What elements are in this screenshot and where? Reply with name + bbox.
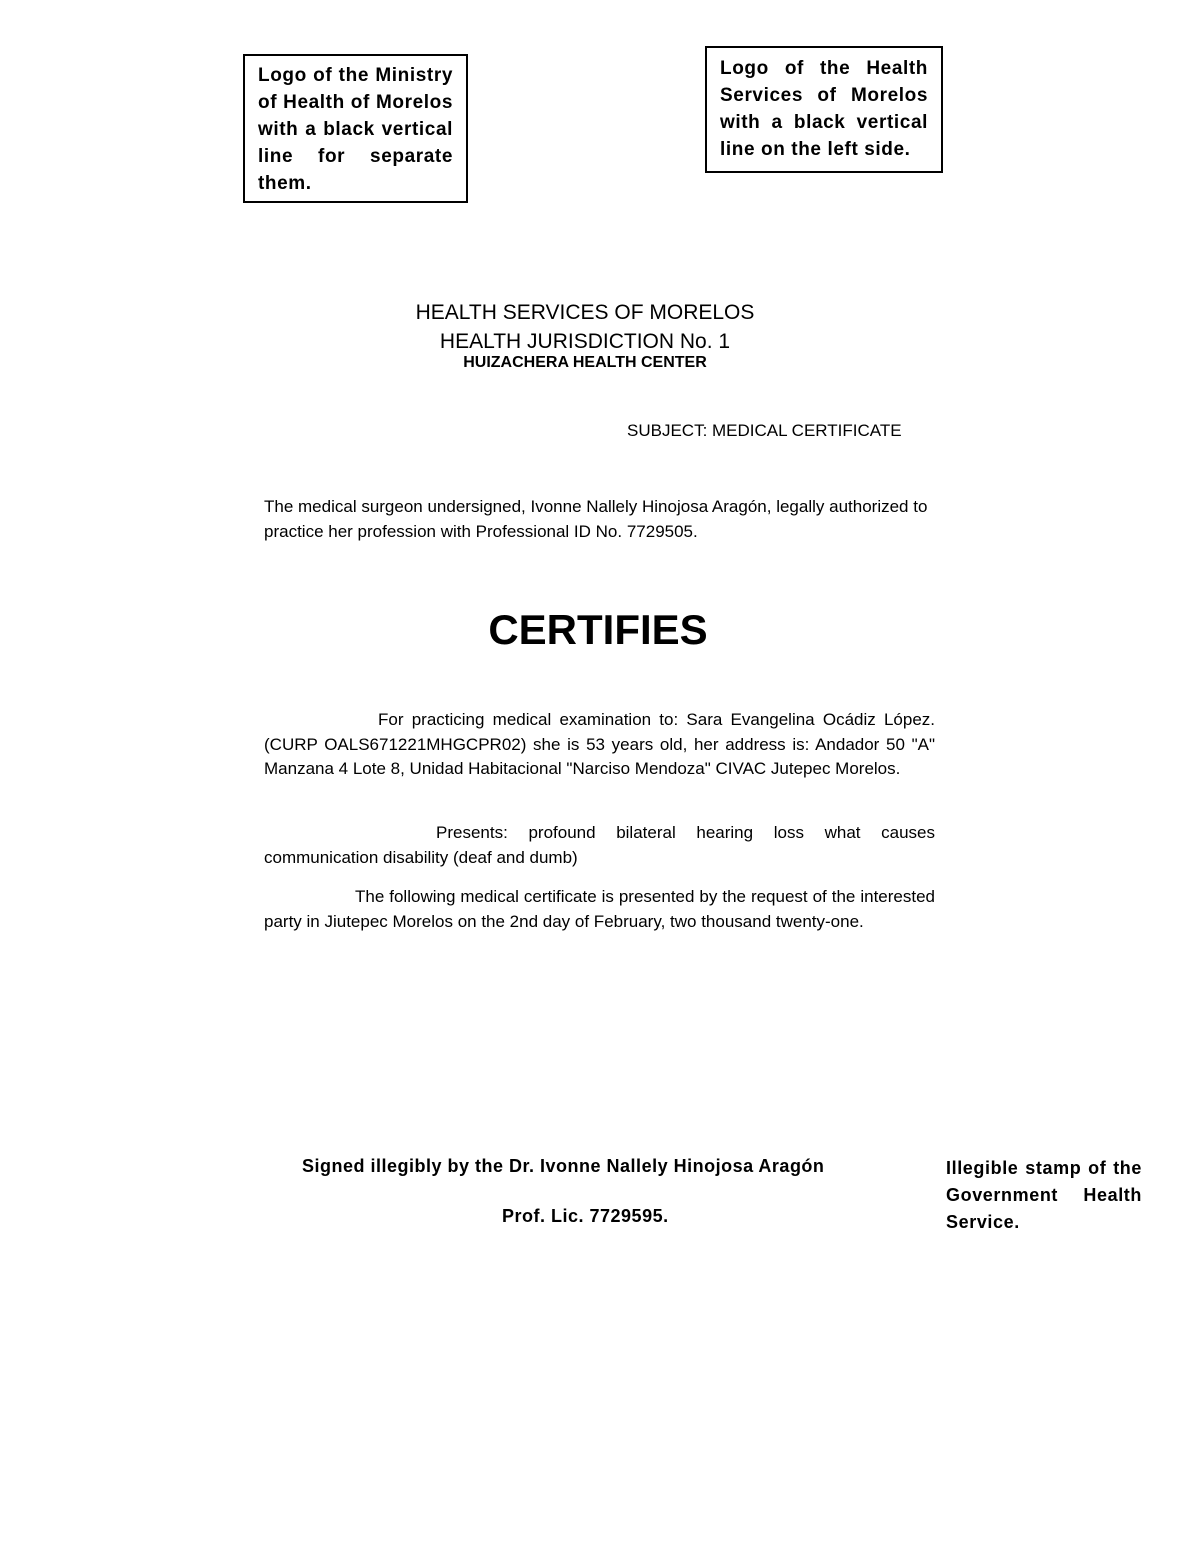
logo-placeholder-ministry-text: Logo of the Ministry of Health of Morelos with a black vertical line for separate them.	[258, 65, 453, 194]
request-paragraph: The following medical certificate is presented by the request of the interested party in Jiutepec Morelos on the 2nd day of February, two thousand twenty-one.	[264, 887, 935, 931]
intro-paragraph: The medical surgeon undersigned, Ivonne Nallely Hinojosa Aragón, legally authorized to practice her profession with Professional ID No. 7729505.	[264, 497, 928, 541]
subject-line: SUBJECT: MEDICAL CERTIFICATE	[627, 421, 902, 440]
presents-paragraph: Presents: profound bilateral hearing loss what causes communication disability (deaf and dumb)	[264, 823, 935, 867]
examination-paragraph: For practicing medical examination to: Sara Evangelina Ocádiz López. (CURP OALS671221MHGCPR02) she is 53 years old, her address is: Andador 50 "A" Manzana 4 Lote 8, Unidad Habitacional "Narciso Mendoza" CIVAC Jutepec Morelos.	[264, 710, 935, 778]
signature-line: Signed illegibly by the Dr. Ivonne Nallely Hinojosa Aragón	[302, 1156, 825, 1176]
header-health-center: HUIZACHERA HEALTH CENTER	[463, 354, 707, 371]
header-organization: HEALTH SERVICES OF MORELOS	[415, 301, 755, 324]
stamp-note: Illegible stamp of the Government Health Service.	[946, 1158, 1142, 1232]
logo-placeholder-health-services-text: Logo of the Health Services of Morelos with a black vertical line on the left side.	[720, 58, 928, 160]
header-jurisdiction: HEALTH JURISDICTION No. 1	[439, 330, 731, 353]
certifies-title: CERTIFIES	[488, 606, 708, 653]
license-line: Prof. Lic. 7729595.	[502, 1206, 669, 1226]
logo-placeholder-ministry	[243, 54, 468, 203]
logo-placeholder-health-services	[705, 46, 943, 173]
